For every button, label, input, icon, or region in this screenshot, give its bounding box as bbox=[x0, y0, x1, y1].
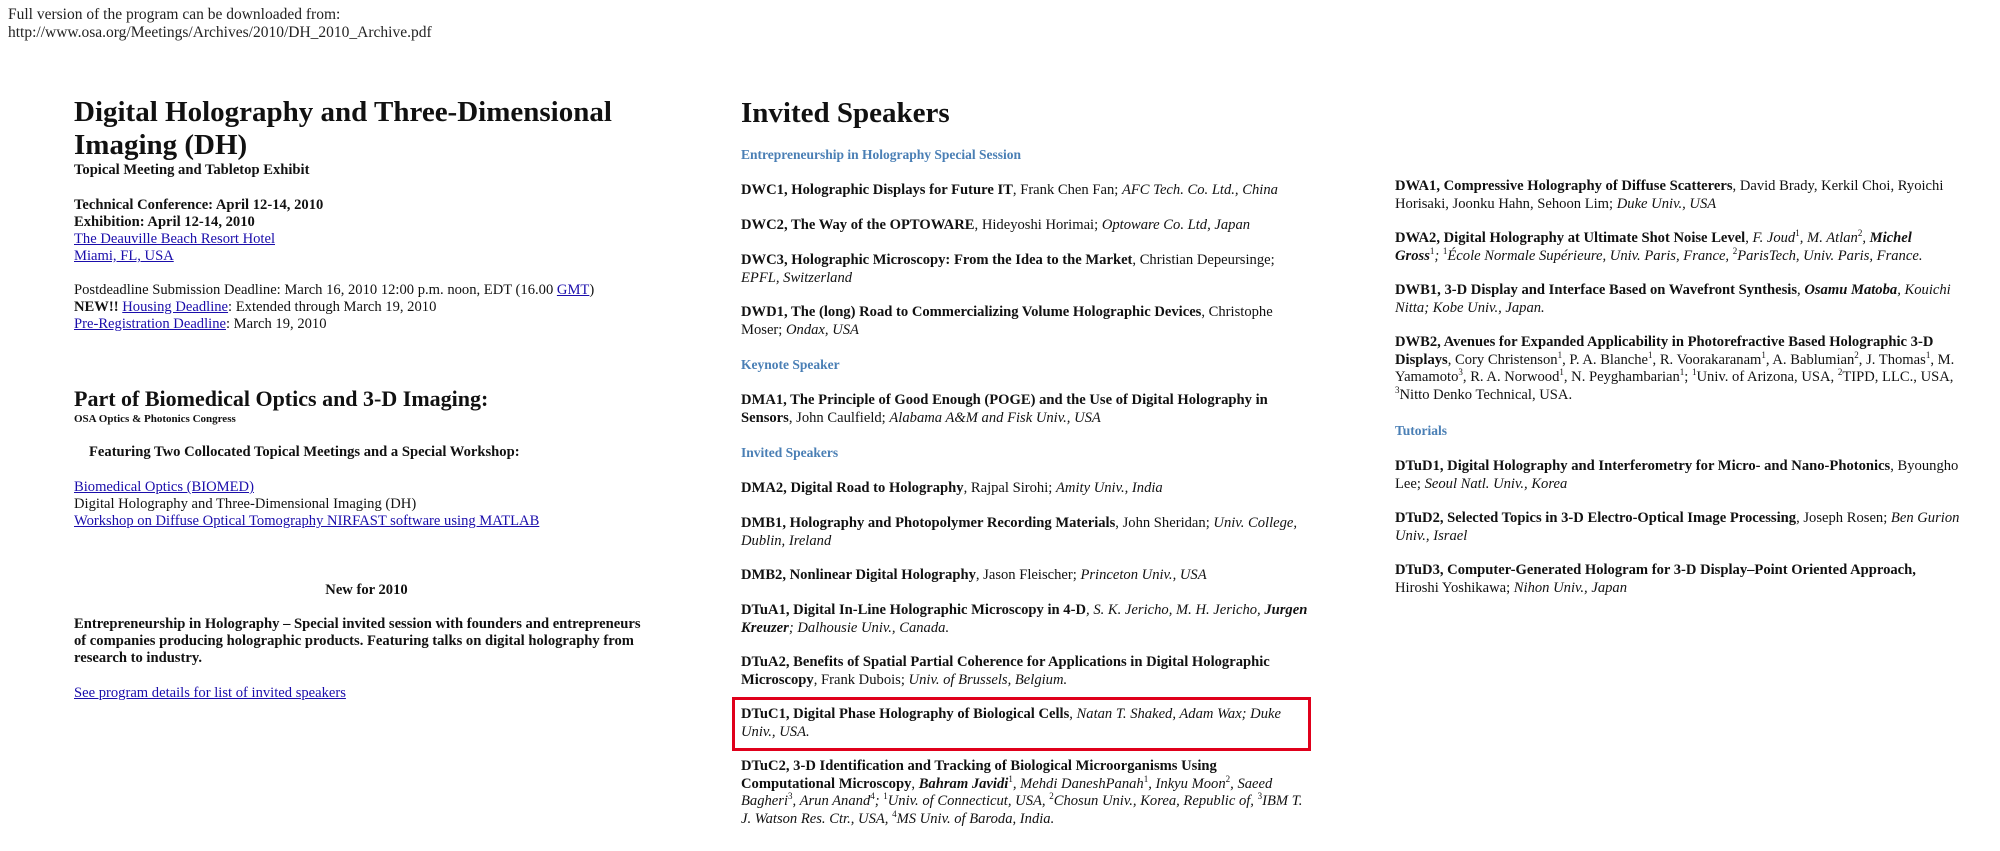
download-note bbox=[8, 6, 432, 42]
talk-dtuc2: DTuC2, 3-D Identification and Tracking of Biological Microorganisms Using Computational Microscopy, Bahram Javidi$^1$, Mehdi DaneshPanah$^1$, Inkyu Moon$^2$, Saeed Bagheri$^3$, Arun Anand$^4$; $^1$Univ. of Connecticut, USA, $^2$Chosun Univ., Korea, Republic of, $^3$IBM T. J. Watson Res. Ctr., USA, $^4$MS Univ. of Baroda, India. bbox=[741, 758, 1303, 827]
section-invited: Invited Speakers bbox=[741, 445, 839, 460]
talk-dmb1: DMB1, Holography and Photopolymer Recording Materials, John Sheridan; Univ. College, Dublin, Ireland bbox=[741, 515, 1298, 549]
meeting-subtitle: Topical Meeting and Tabletop Exhibit bbox=[74, 162, 310, 178]
talk-dwc3: DWC3, Holographic Microscopy: From the Idea to the Market, Christian Depeursinge; EPFL, Switzerland bbox=[741, 252, 1275, 286]
talk-dma2: DMA2, Digital Road to Holography, Rajpal Sirohi; Amity Univ., India bbox=[741, 480, 1163, 496]
talk-dtud3: DTuD3, Computer-Generated Hologram for 3-D Display–Point Oriented Approach, Hiroshi Yoshikawa; Nihon Univ., Japan bbox=[1395, 562, 1916, 596]
talk-dwb1: DWB1, 3-D Display and Interface Based on Wavefront Synthesis, Osamu Matoba, Kouichi Nitta; Kobe Univ., Japan. bbox=[1395, 282, 1951, 316]
congress-label: OSA Optics & Photonics Congress bbox=[74, 413, 236, 425]
preregistration-line: Pre-Registration Deadline: March 19, 2010 bbox=[74, 316, 327, 332]
talk-dtuc1: DTuC1, Digital Phase Holography of Biological Cells, Natan T. Shaked, Adam Wax; Duke Univ., USA. bbox=[741, 706, 1281, 740]
city-link[interactable]: Miami, FL, USA bbox=[74, 248, 174, 264]
talk-dwb2: DWB2, Avenues for Expanded Applicability in Photorefractive Based Holographic 3-D Displays, Cory Christenson$^1$, P. A. Blanche$^1$, R. Voorakaranam$^1$, A. Bablumian$^2$, J. Thomas$^1$, M. Yamamoto$^3$, R. A. Norwood$^1$, N. Peyghambarian$^1$; $^1$Univ. of Arizona, USA, $^2$TIPD, LLC., USA, $^3$Nitto Denko Technical, USA. bbox=[1395, 334, 1955, 403]
talk-dwa1: DWA1, Compressive Holography of Diffuse Scatterers, David Brady, Kerkil Choi, Ryoichi Horisaki, Joonku Hahn, Sehoon Lim; Duke Univ., USA bbox=[1395, 178, 1944, 212]
program-details-link[interactable]: See program details for list of invited speakers bbox=[74, 685, 346, 701]
preregistration-link[interactable]: Pre-Registration Deadline bbox=[74, 316, 226, 332]
talk-dwa2: DWA2, Digital Holography at Ultimate Shot Noise Level, F. Joud$^1$, M. Atlan$^2$, Michel Gross$^1$; $^1$École Normale Supérieure, Univ. Paris, France, $^2$ParisTech, Univ. Paris, France. bbox=[1395, 228, 1923, 264]
entrepreneurship-line3: research to industry. bbox=[74, 650, 202, 666]
hotel-link[interactable]: The Deauville Beach Resort Hotel bbox=[74, 231, 275, 247]
part-of-heading: Part of Biomedical Optics and 3-D Imaging: bbox=[74, 386, 489, 411]
talk-dtua2: DTuA2, Benefits of Spatial Partial Coherence for Applications in Digital Holographic Microscopy, Frank Dubois; Univ. of Brussels, Belgium. bbox=[741, 654, 1270, 688]
talk-dwd1: DWD1, The (long) Road to Commercializing Volume Holographic Devices, Christophe Moser; Ondax, USA bbox=[741, 304, 1273, 338]
talk-dwc2: DWC2, The Way of the OPTOWARE, Hideyoshi Horimai; Optoware Co. Ltd, Japan bbox=[741, 217, 1251, 233]
talk-dma1: DMA1, The Principle of Good Enough (POGE) and the Use of Digital Holography in Sensors, John Caulfield; Alabama A&M and Fisk Univ., USA bbox=[741, 392, 1268, 426]
talk-dtud2: DTuD2, Selected Topics in 3-D Electro-Optical Image Processing, Joseph Rosen; Ben Gurion Univ., Israel bbox=[1395, 510, 1960, 544]
invited-speakers-title: Invited Speakers bbox=[741, 97, 950, 129]
talk-dtud1: DTuD1, Digital Holography and Interferometry for Micro- and Nano-Photonics, Byoungho Lee; Seoul Natl. Univ., Korea bbox=[1395, 458, 1959, 492]
entrepreneurship-line1: Entrepreneurship in Holography – Special invited session with founders and entrepreneurs bbox=[74, 616, 641, 632]
housing-line: NEW!! Housing Deadline: Extended through March 19, 2010 bbox=[74, 299, 437, 315]
section-tutorials: Tutorials bbox=[1395, 423, 1448, 438]
talk-dwc1: DWC1, Holographic Displays for Future IT, Frank Chen Fan; AFC Tech. Co. Ltd., China bbox=[741, 182, 1278, 198]
download-note-url: http://www.osa.org/Meetings/Archives/2010/DH_2010_Archive.pdf bbox=[8, 24, 432, 41]
download-note-line1: Full version of the program can be downloaded from: bbox=[8, 6, 341, 23]
exhibition-dates: Exhibition: April 12-14, 2010 bbox=[74, 214, 255, 230]
section-entrepreneurship: Entrepreneurship in Holography Special Session bbox=[741, 147, 1022, 162]
tech-conference-dates: Technical Conference: April 12-14, 2010 bbox=[74, 197, 324, 213]
meeting-title-line2: Imaging (DH) bbox=[74, 129, 248, 161]
dh-meeting-text: Digital Holography and Three-Dimensional Imaging (DH) bbox=[74, 496, 417, 512]
gmt-link[interactable]: GMT bbox=[556, 282, 590, 298]
new-for-2010-heading: New for 2010 bbox=[325, 582, 408, 598]
entrepreneurship-line2: of companies producing holographic products. Featuring talks on digital holography from bbox=[74, 633, 634, 649]
talk-dtua1: DTuA1, Digital In-Line Holographic Microscopy in 4-D, S. K. Jericho, M. H. Jericho, Jurgen Kreuzer; Dalhousie Univ., Canada. bbox=[741, 602, 1308, 636]
meeting-title-line1: Digital Holography and Three-Dimensional bbox=[74, 96, 612, 128]
section-keynote: Keynote Speaker bbox=[741, 357, 840, 372]
featuring-heading: Featuring Two Collocated Topical Meetings and a Special Workshop: bbox=[89, 444, 520, 460]
housing-deadline-link[interactable]: Housing Deadline bbox=[122, 299, 229, 315]
workshop-link[interactable]: Workshop on Diffuse Optical Tomography NIRFAST software using MATLAB bbox=[74, 513, 540, 529]
postdeadline-line: Postdeadline Submission Deadline: March 16, 2010 12:00 p.m. noon, EDT (16.00 GMT) bbox=[74, 282, 595, 298]
biomed-link[interactable]: Biomedical Optics (BIOMED) bbox=[74, 479, 254, 495]
talk-dmb2: DMB2, Nonlinear Digital Holography, Jason Fleischer; Princeton Univ., USA bbox=[741, 567, 1207, 583]
new-label: NEW!! bbox=[74, 299, 119, 315]
